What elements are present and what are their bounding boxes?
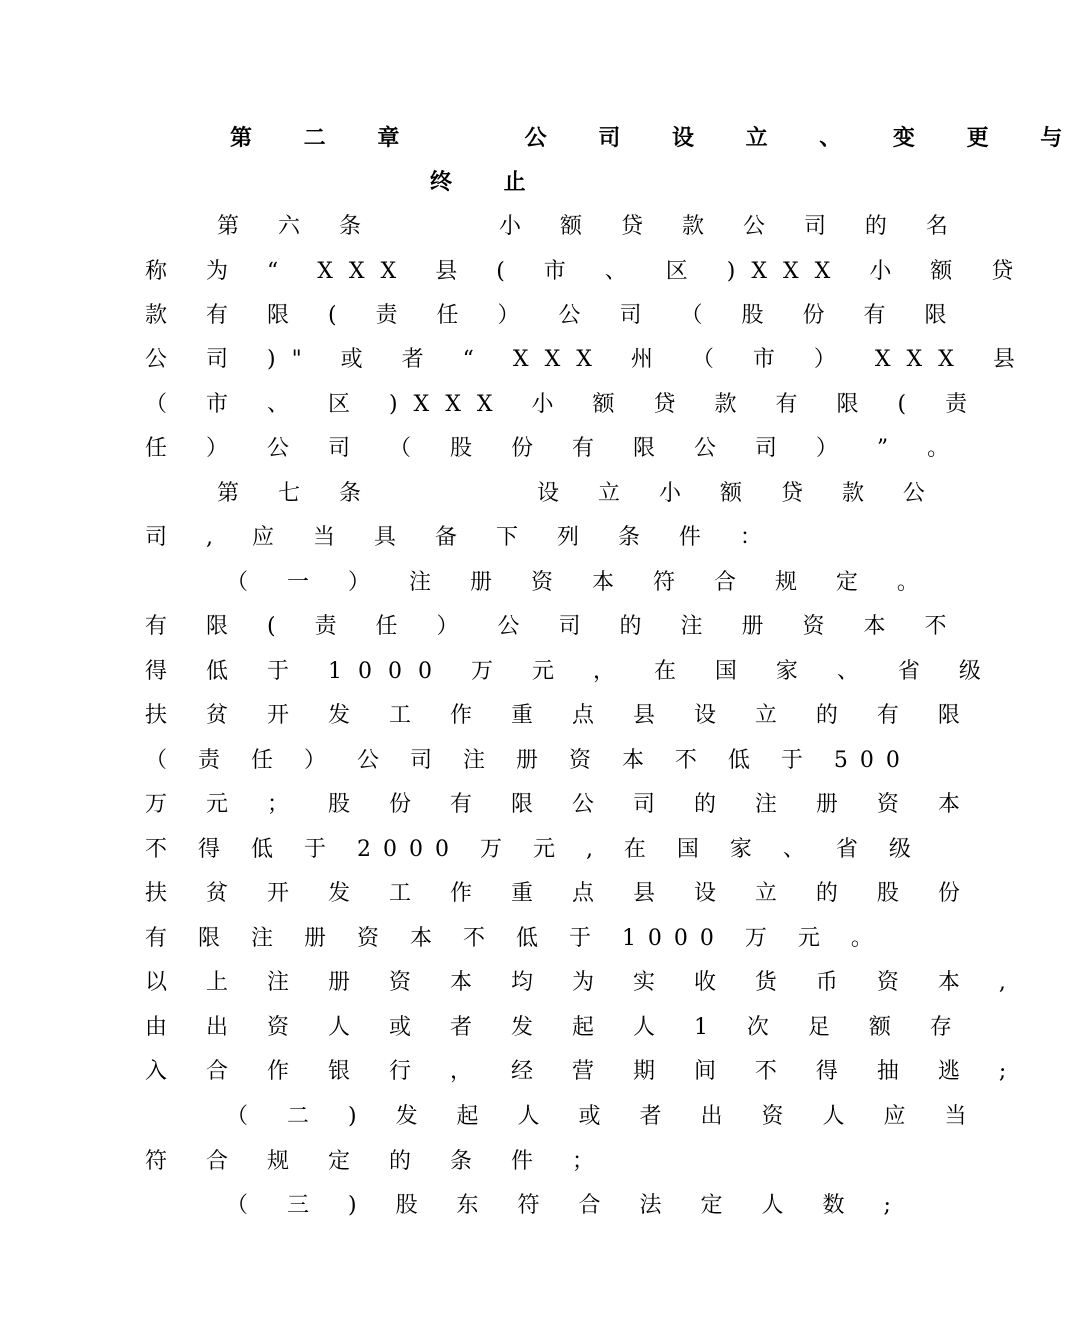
clause-1-line-11: 由 出 资 人 或 者 发 起 人 1 次 足 额 存 (145, 1015, 968, 1040)
clause-1-line-8: 扶 贫 开 发 工 作 重 点 县 设 立 的 股 份 (145, 881, 976, 906)
clause-1-line-10: 以 上 注 册 资 本 均 为 实 收 货 币 资 本 , (145, 970, 1022, 995)
chapter-title-line-1: 第 二 章 公 司 设 立 、 变 更 与 (230, 125, 1084, 151)
article-6-line-6: 任 ） 公 司 （ 股 份 有 限 公 司 ） ” 。 (145, 436, 966, 461)
article-6-line-1: 第 六 条 小 额 贷 款 公 司 的 名 (217, 214, 964, 239)
clause-1-line-4: 扶 贫 开 发 工 作 重 点 县 设 立 的 有 限 (145, 703, 976, 728)
clause-2-line-2: 符 合 规 定 的 条 件 ； (145, 1149, 610, 1174)
article-7-line-1: 第 七 条 设 立 小 额 贷 款 公 (217, 481, 941, 506)
clause-1-line-6: 万 元 ； 股 份 有 限 公 司 的 注 册 资 本 (145, 792, 976, 817)
clause-1-line-3: 得 低 于 1000 万 元 ， 在 国 家 、 省 级 (145, 659, 997, 684)
clause-1-line-2: 有 限 ( 责 任 ） 公 司 的 注 册 资 本 不 (145, 614, 963, 639)
clause-1-line-9: 有 限 注 册 资 本 不 低 于 1000 万 元 。 (145, 926, 885, 951)
chapter-title-line-2: 终 止 (430, 169, 548, 195)
clause-2-line-1: （ 二 ) 发 起 人 或 者 出 资 人 应 当 (226, 1104, 983, 1129)
article-6-line-4: 公 司 )" 或 者 “ XXX 州 （ 市 ） XXX 县 (145, 347, 1031, 372)
article-6-line-5: （ 市 、 区 )XXX 小 额 贷 款 有 限 ( 责 (145, 392, 984, 417)
article-6-line-2: 称 为 “ XXX 县 ( 市 、 区 )XXX 小 额 贷 (145, 259, 1030, 284)
clause-1-line-1: （ 一 ） 注 册 资 本 符 合 规 定 。 (226, 570, 935, 595)
clause-3-line-1: （ 三 ) 股 东 符 合 法 定 人 数 ; (226, 1193, 907, 1218)
clause-1-line-12: 入 合 作 银 行 ， 经 营 期 间 不 得 抽 逃 ; (145, 1059, 1023, 1084)
clause-1-line-5: （ 责 任 ） 公 司 注 册 资 本 不 低 于 500 (145, 748, 912, 773)
article-7-line-2: 司 , 应 当 具 备 下 列 条 件 ： (145, 525, 778, 550)
clause-1-line-7: 不 得 低 于 2000 万 元 , 在 国 家 、 省 级 (145, 837, 923, 862)
article-6-line-3: 款 有 限 ( 责 任 ） 公 司 （ 股 份 有 限 (145, 303, 963, 328)
